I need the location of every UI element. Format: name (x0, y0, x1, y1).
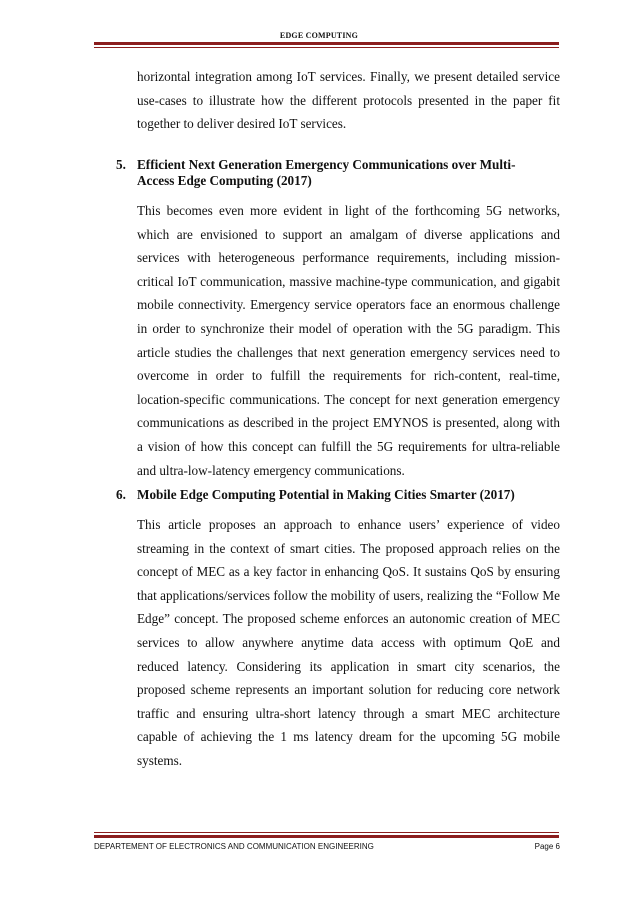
section-number: 5. (116, 157, 126, 172)
header-divider-thick (94, 42, 559, 45)
intro-paragraph: horizontal integration among IoT services. Finally, we present detailed service use-cases to illustrate how the different protocols presented in the paper fit together to deliver desired IoT services. (137, 69, 560, 132)
section-title: Mobile Edge Computing Potential in Making Cities Smarter (2017) (137, 487, 515, 502)
footer-divider-thin (94, 832, 559, 833)
section-6-heading (116, 487, 560, 503)
footer-page-number: Page 6 (534, 842, 560, 851)
section-title-line-2: Access Edge Computing (2017) (137, 173, 312, 188)
section-title-line-1: Efficient Next Generation Emergency Communications over Multi- (137, 157, 516, 172)
section-6-body: This article proposes an approach to enhance users’ experience of video streaming in the context of smart cities. The proposed approach relies on the concept of MEC as a key factor in enhancing QoS. It sustains QoS by ensuring that applications/services follow the mobility of users, realizing the “Follow Me Edge” concept. The proposed scheme enforces an autonomic creation of MEC services to allow anywhere anytime data access with optimum QoE and reduced latency. Considering its application in smart city scenarios, the proposed scheme represents an important solution for reducing core network traffic and ensuring ultra-short latency through a smart MEC architecture capable of achieving the 1 ms latency dream for the upcoming 5G mobile systems. (137, 517, 560, 768)
footer-divider-thick (94, 835, 559, 838)
section-5-heading (116, 157, 560, 189)
section-number: 6. (116, 487, 126, 502)
footer-department: DEPARTEMENT OF ELECTRONICS AND COMMUNICATION ENGINEERING (94, 842, 374, 851)
header-divider-thin (94, 47, 559, 48)
section-5-body: This becomes even more evident in light of the forthcoming 5G networks, which are envisioned to support an amalgam of diverse applications and services with heterogeneous performance requirements, including mission-critical IoT communication, massive machine-type communication, and gigabit mobile connectivity. Emergency service operators face an enormous challenge in order to synchronize their model of operation with the 5G paradigm. This article studies the challenges that next generation emergency services need to overcome in order to fulfill the requirements for rich-content, real-time, location-specific communications. The concept for next generation emergency communications as described in the project EMYNOS is presented, along with a vision of how this concept can fulfill the 5G requirements for ultra-reliable and ultra-low-latency emergency communications. (137, 203, 560, 478)
page-header-title: EDGE COMPUTING (279, 31, 359, 40)
